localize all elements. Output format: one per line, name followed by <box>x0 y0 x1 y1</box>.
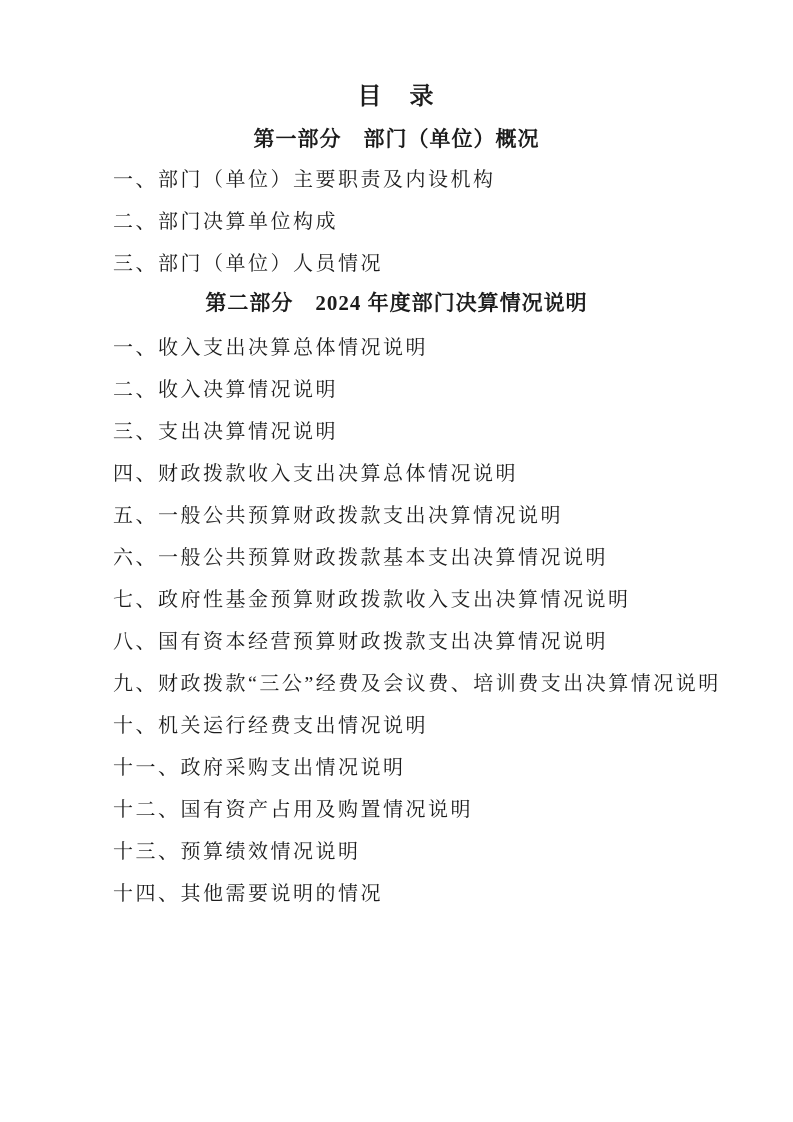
section-2-heading: 第二部分 2024 年度部门决算情况说明 <box>205 291 588 315</box>
toc-item: 十四、其他需要说明的情况 <box>113 883 383 905</box>
section-2-item-list <box>0 327 793 915</box>
toc-item: 十二、国有资产占用及购置情况说明 <box>113 799 473 821</box>
section-1-item-list <box>0 159 793 285</box>
toc-item: 三、支出决算情况说明 <box>113 421 338 443</box>
toc-item: 二、收入决算情况说明 <box>113 379 338 401</box>
toc-item: 八、国有资本经营预算财政拨款支出决算情况说明 <box>113 631 608 653</box>
toc-item: 九、财政拨款“三公”经费及会议费、培训费支出决算情况说明 <box>113 673 721 695</box>
toc-item: 二、部门决算单位构成 <box>113 211 338 233</box>
toc-item: 四、财政拨款收入支出决算总体情况说明 <box>113 463 518 485</box>
toc-item: 十三、预算绩效情况说明 <box>113 841 361 863</box>
toc-item: 十、机关运行经费支出情况说明 <box>113 715 428 737</box>
toc-title: 目 录 <box>357 84 436 110</box>
toc-item: 三、部门（单位）人员情况 <box>113 253 383 275</box>
section-1-heading: 第一部分 部门（单位）概况 <box>253 127 540 151</box>
toc-item: 一、部门（单位）主要职责及内设机构 <box>113 169 496 191</box>
toc-item: 一、收入支出决算总体情况说明 <box>113 337 428 359</box>
toc-item: 五、一般公共预算财政拨款支出决算情况说明 <box>113 505 563 527</box>
toc-item: 十一、政府采购支出情况说明 <box>113 757 406 779</box>
toc-item: 六、一般公共预算财政拨款基本支出决算情况说明 <box>113 547 608 569</box>
toc-item: 七、政府性基金预算财政拨款收入支出决算情况说明 <box>113 589 631 611</box>
